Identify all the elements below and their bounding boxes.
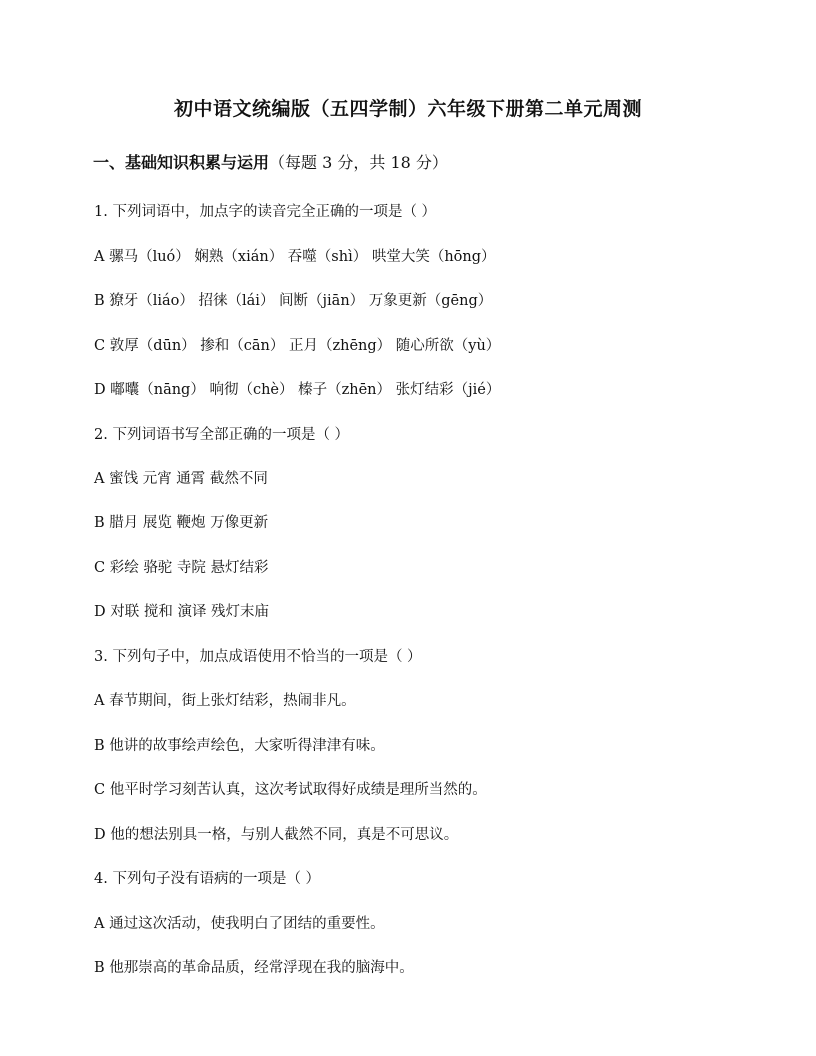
question-2-option-c: C 彩绘 骆驼 寺院 悬灯结彩 [94,560,269,576]
question-1-option-d: D 嘟囔（nāng） 响彻（chè） 榛子（zhēn） 张灯结彩（jié） [94,382,501,398]
question-1-stem: 1. 下列词语中，加点字的读音完全正确的一项是（ ） [94,204,437,220]
section-score: （每题 3 分，共 18 分） [269,153,448,172]
question-1-option-a: A 骡马（luó） 娴熟（xián） 吞噬（shì） 哄堂大笑（hōng） [94,249,496,265]
question-3-option-b: B 他讲的故事绘声绘色，大家听得津津有味。 [94,738,385,754]
question-4-option-a: A 通过这次活动，使我明白了团结的重要性。 [94,916,385,932]
page-title: 初中语文统编版（五四学制）六年级下册第二单元周测 [173,98,642,120]
question-3-stem: 3. 下列句子中，加点成语使用不恰当的一项是（ ） [94,649,422,665]
question-4-stem: 4. 下列句子没有语病的一项是（ ） [94,871,321,887]
question-3-option-c: C 他平时学习刻苦认真，这次考试取得好成绩是理所当然的。 [94,782,487,798]
question-1-option-b: B 獠牙（liáo） 招徕（lái） 间断（jiān） 万象更新（gēng） [94,293,493,309]
question-2-stem: 2. 下列词语书写全部正确的一项是（ ） [94,427,350,443]
question-3-option-d: D 他的想法别具一格，与别人截然不同，真是不可思议。 [94,827,459,843]
section-heading-text: 一、基础知识积累与运用 [93,153,270,172]
question-2-option-b: B 腊月 展览 鞭炮 万像更新 [94,515,269,531]
question-2-option-d: D 对联 搅和 演译 残灯末庙 [94,604,270,620]
question-1-option-c: C 敦厚（dūn） 掺和（cān） 正月（zhēng） 随心所欲（yù） [94,338,501,354]
section-heading [93,150,448,173]
question-2-option-a: A 蜜饯 元宵 通霄 截然不同 [94,471,268,487]
question-3-option-a: A 春节期间，街上张灯结彩，热闹非凡。 [94,693,356,709]
question-4-option-b: B 他那崇高的革命品质，经常浮现在我的脑海中。 [94,960,414,976]
